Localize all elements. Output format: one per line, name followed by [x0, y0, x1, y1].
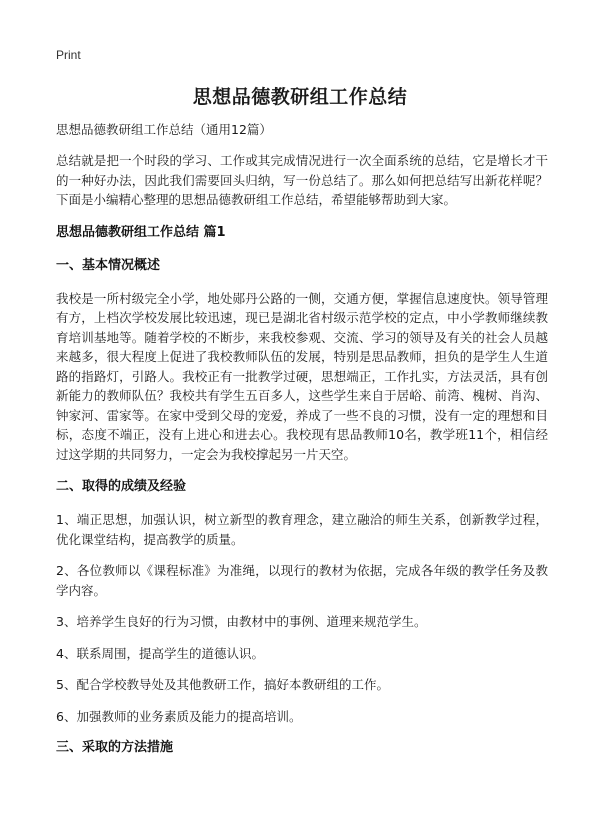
document-body [56, 120, 548, 771]
section-heading-achievements: 二、取得的成绩及经验 [56, 479, 187, 494]
list-item: 4、联系周围，提高学生的道德认识。 [56, 645, 264, 661]
section-heading-overview: 一、基本情况概述 [56, 257, 161, 273]
overview-paragraph: 我校是一所村级完全小学，地处郧丹公路的一侧，交通方便，掌握信息速度快。领导管理有方，上档次学校发展比较迅速，现已是湖北省村级示范学校的定点，中小学教师继续教育培训基地等。随着学校的不断步，来我校参观、交流、学习的领导及有关的社会人员越来越多，很大程度上促进了我校教师队伍的发展，特别是思品教师，担负的是学生人生道路的指路灯，引路人。我校正有一批教学过硬，思想端正，工作扎实，方法灵活，具有创新能力的教师队伍？我校共有学生五百多人，这些学生来自于居峪、前湾、槐树、肖沟、钟家河、雷家等。在家中受到父母的宠爱，养成了一些不良的习惯，没有一定的理想和目标，态度不端正，没有上进心和进去心。我校现有思品教师10名，教学班11个，相信经过这学期的共同努力，一定会为我校撑起另一片天空。 [56, 290, 548, 462]
list-item: 3、培养学生良好的行为习惯，由教材中的事例、道理来规范学生。 [56, 614, 427, 629]
section-heading-methods: 三、采取的方法措施 [56, 740, 174, 755]
list-item: 1、端正思想，加强认识，树立新型的教育理念，建立融洽的师生关系，创新教学过程，优化课堂结构，提高教学的质量。 [56, 512, 548, 547]
list-item: 2、各位教师以《课程标准》为准绳，以现行的教材为依据，完成各年级的教学任务及教学内容。 [56, 563, 548, 598]
list-item: 5、配合学校教导处及其他教研工作，搞好本教研组的工作。 [56, 677, 389, 692]
print-link[interactable]: Print [56, 48, 81, 62]
article-heading: 思想品德教研组工作总结 篇1 [56, 224, 226, 240]
document-subtitle: 思想品德教研组工作总结（通用12篇） [56, 122, 272, 137]
intro-paragraph: 总结就是把一个时段的学习、工作或其完成情况进行一次全面系统的总结，它是增长才干的一种好办法，因此我们需要回头归纳，写一份总结了。那么如何把总结写出新花样呢？下面是小编精心整理的思想品德教研组工作总结，希望能够帮助到大家。 [56, 153, 548, 207]
list-item: 6、加强教师的业务素质及能力的提高培训。 [56, 708, 302, 724]
page-title: 思想品德教研组工作总结 [192, 86, 408, 108]
